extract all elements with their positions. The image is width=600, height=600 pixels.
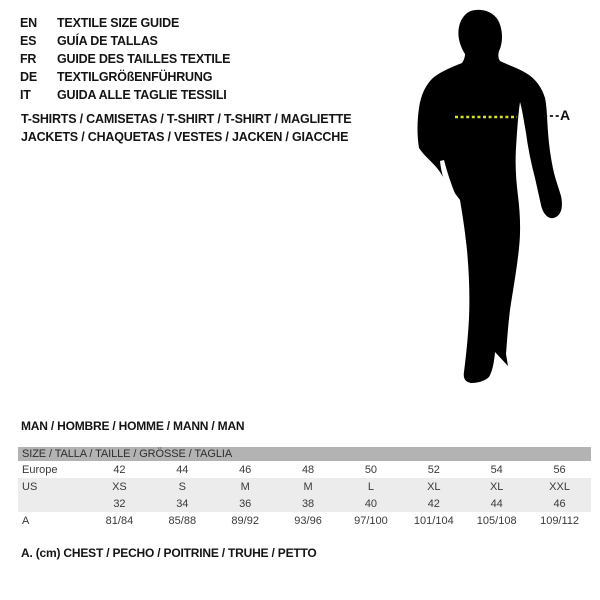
language-code: ES xyxy=(20,34,37,48)
size-cell: L xyxy=(367,480,374,493)
language-code: FR xyxy=(20,52,37,66)
size-cell: M xyxy=(303,480,313,493)
size-cell: 40 xyxy=(364,497,378,510)
product-line-jackets: JACKETS / CHAQUETAS / VESTES / JACKEN / GIACCHE xyxy=(21,130,349,144)
size-cell: 46 xyxy=(553,497,566,510)
table-row-chest-a xyxy=(18,512,591,529)
language-label: GUÍA DE TALLAS xyxy=(57,34,158,48)
size-cell: M xyxy=(240,480,250,493)
language-label: TEXTILE SIZE GUIDE xyxy=(57,16,180,30)
product-line-tshirts: T-SHIRTS / CAMISETAS / T-SHIRT / T-SHIRT / MAGLIETTE xyxy=(21,112,352,126)
size-cell: 36 xyxy=(239,497,252,510)
product-category-lines xyxy=(21,110,351,146)
size-cell: 109/112 xyxy=(540,514,580,527)
language-code: IT xyxy=(20,88,31,102)
size-cell: 42 xyxy=(427,497,440,510)
size-cell: 44 xyxy=(176,463,189,476)
size-cell: XL xyxy=(427,480,441,493)
language-row-it xyxy=(20,86,230,104)
table-row-europe xyxy=(18,461,591,478)
language-code: EN xyxy=(20,16,37,30)
size-cell: 81/84 xyxy=(105,514,134,527)
size-cell: 54 xyxy=(490,463,503,476)
table-row-us-numeric xyxy=(18,495,591,512)
size-cell: 46 xyxy=(239,463,252,476)
size-cell: XXL xyxy=(549,480,570,493)
language-label: TEXTILGRÖßENFÜHRUNG xyxy=(57,70,213,84)
size-cell: 52 xyxy=(427,463,440,476)
language-row-es xyxy=(20,32,230,50)
row-label: US xyxy=(22,480,38,493)
size-cell: XS xyxy=(112,480,127,493)
table-row-us xyxy=(18,478,591,495)
size-cell: 85/88 xyxy=(168,514,197,527)
language-code: DE xyxy=(20,70,37,84)
language-label: GUIDA ALLE TAGLIE TESSILI xyxy=(57,88,227,102)
size-cell: 56 xyxy=(553,463,566,476)
language-list xyxy=(20,14,230,104)
size-cell: 32 xyxy=(113,497,126,510)
footnote-chest-measure: A. (cm) CHEST / PECHO / POITRINE / TRUHE / PETTO xyxy=(21,546,317,560)
language-row-de xyxy=(20,68,230,86)
man-silhouette xyxy=(418,10,562,383)
size-cell: 34 xyxy=(176,497,189,510)
language-row-en xyxy=(20,14,230,32)
size-cell: 38 xyxy=(301,497,315,510)
size-cell: 89/92 xyxy=(231,514,259,527)
row-label: A xyxy=(22,514,30,527)
size-cell: 48 xyxy=(301,463,315,476)
man-silhouette-figure xyxy=(390,0,600,400)
measure-label-a: A xyxy=(560,107,571,123)
size-cell: 105/108 xyxy=(476,514,517,527)
row-label: Europe xyxy=(22,463,58,476)
size-cell: XL xyxy=(489,480,504,493)
size-cell: 42 xyxy=(113,463,126,476)
section-label-man: MAN / HOMBRE / HOMME / MANN / MAN xyxy=(21,419,245,433)
size-cell: 50 xyxy=(364,463,378,476)
size-table-header: SIZE / TALLA / TAILLE / GRÖSSE / TAGLIA xyxy=(18,447,591,461)
size-cell: S xyxy=(178,480,186,493)
size-cell: 101/104 xyxy=(413,514,454,527)
size-table xyxy=(18,447,591,529)
language-label: GUIDE DES TAILLES TEXTILE xyxy=(57,52,231,66)
size-cell: 93/96 xyxy=(294,514,322,527)
language-row-fr xyxy=(20,50,230,68)
size-cell: 44 xyxy=(490,497,503,510)
size-cell: 97/100 xyxy=(354,514,388,527)
